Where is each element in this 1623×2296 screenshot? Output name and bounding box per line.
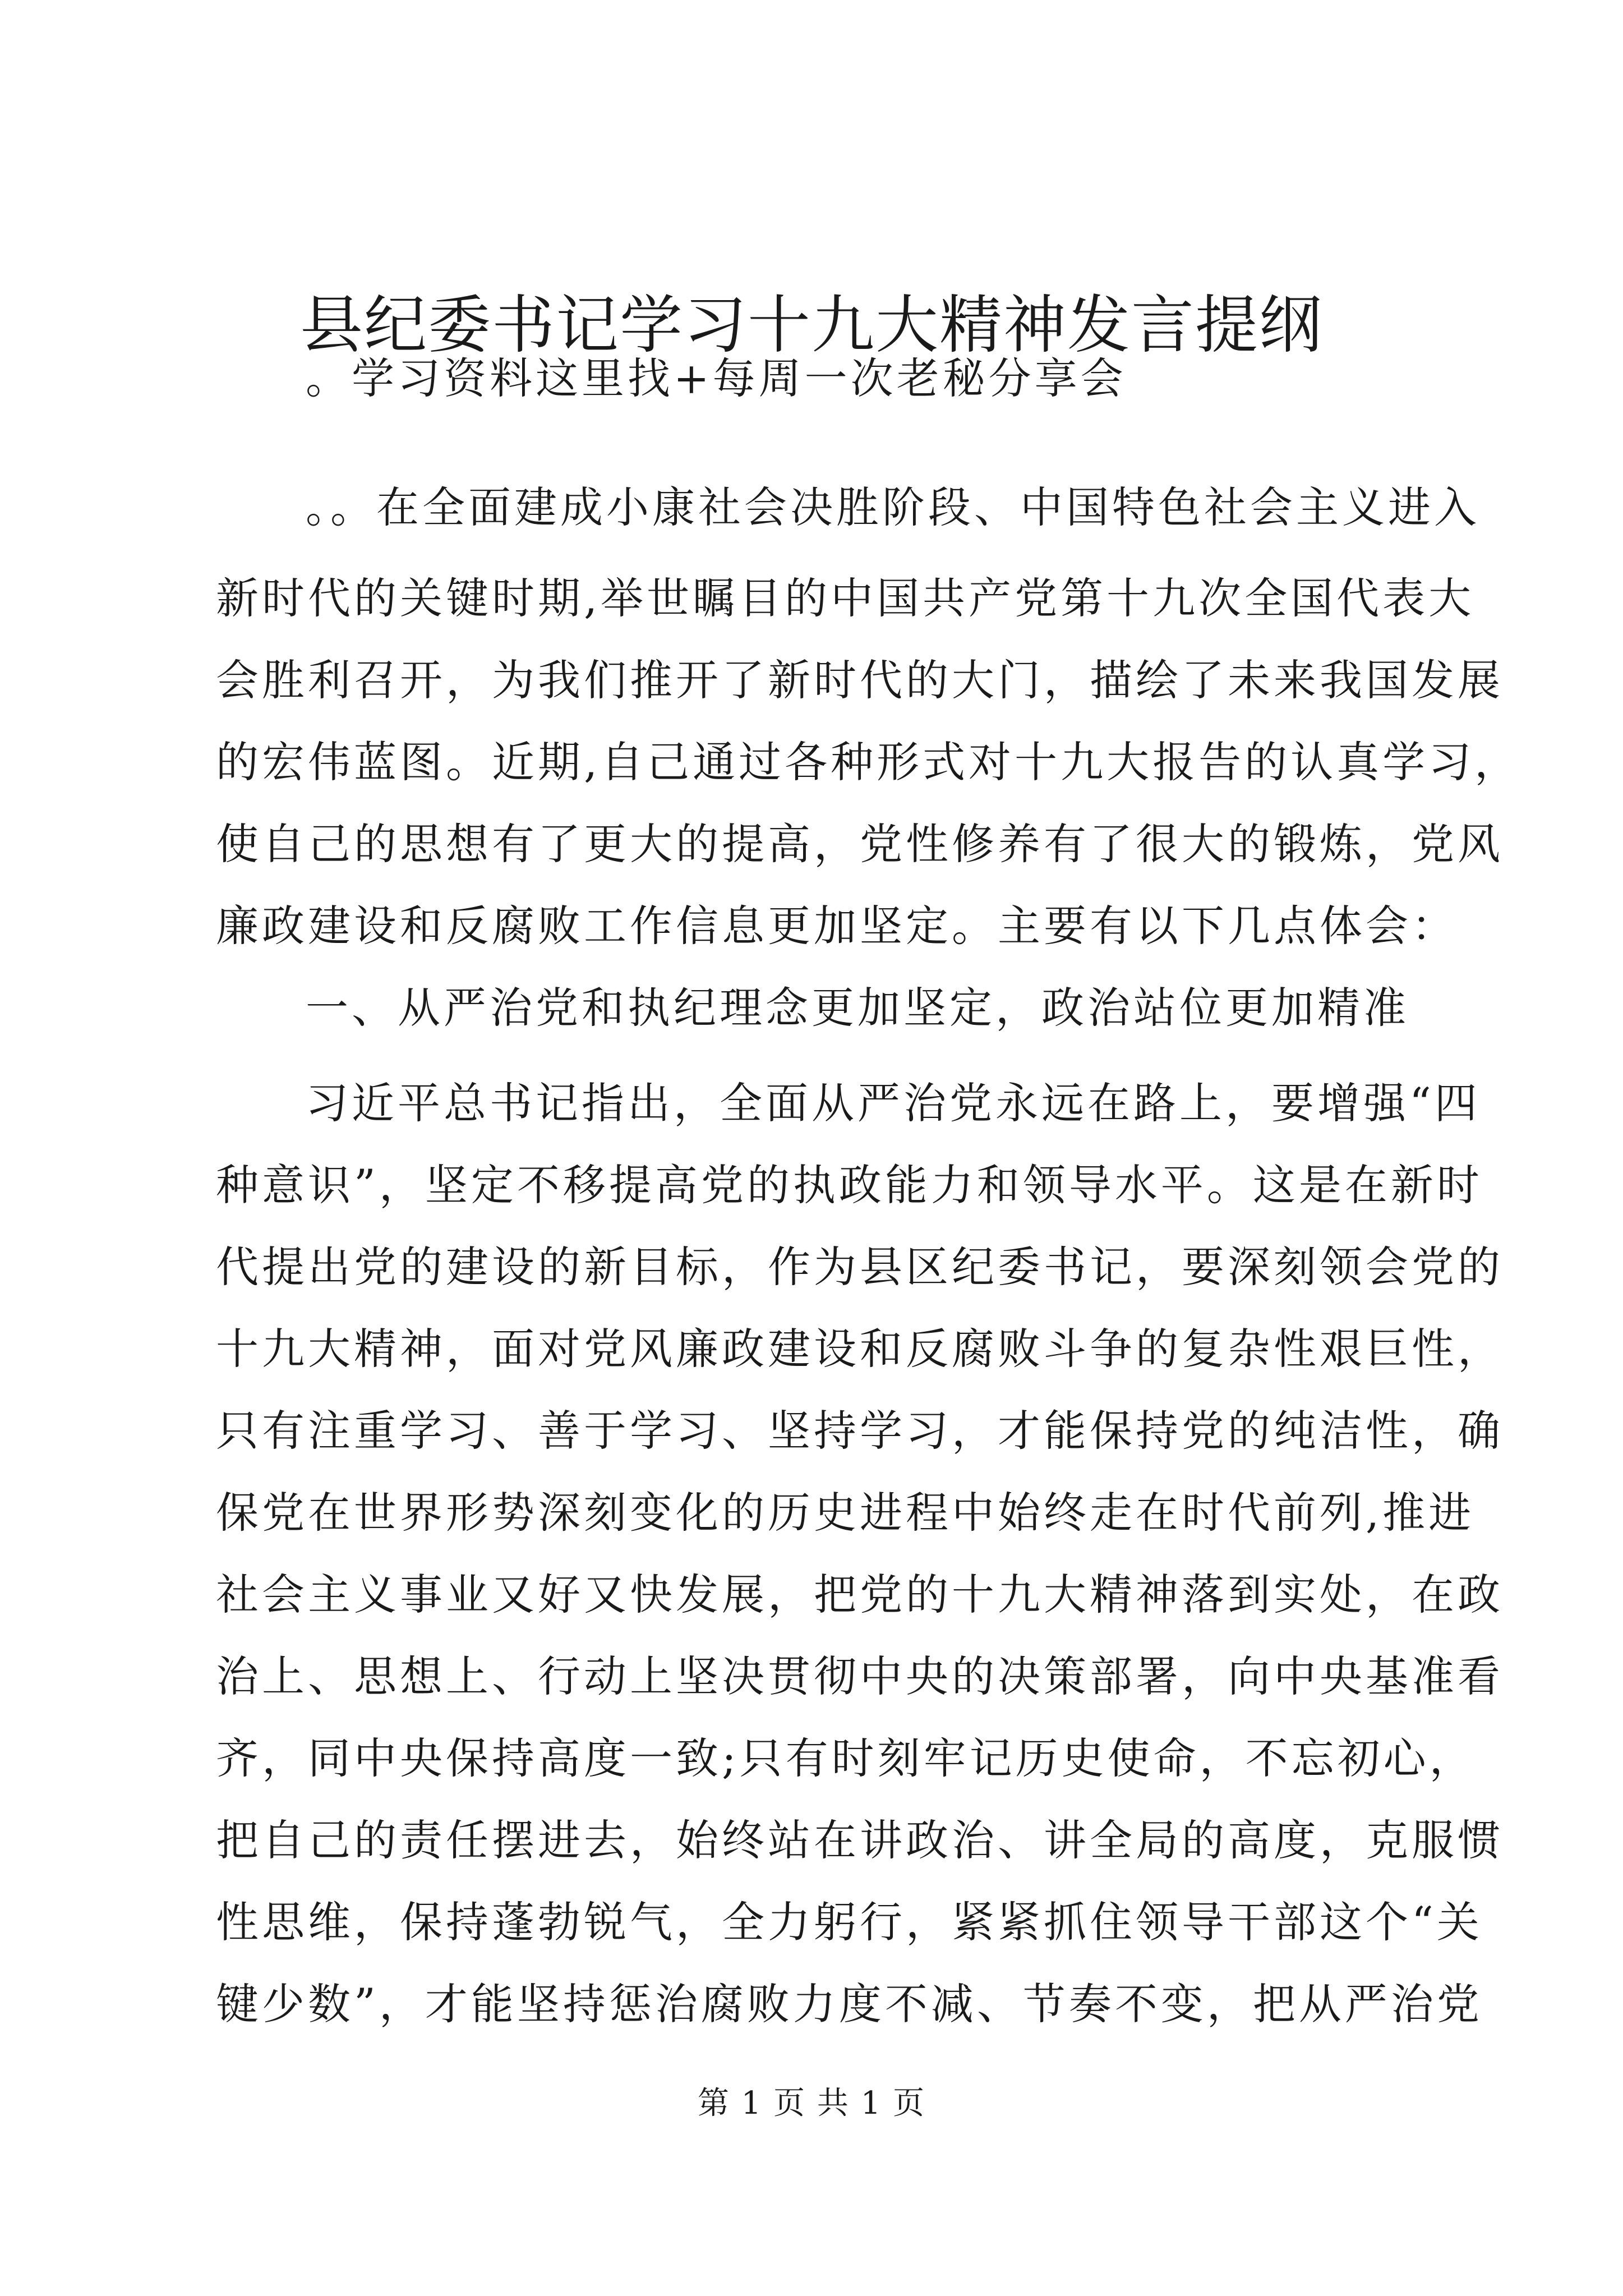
- body-line: 把自己的责任摆进去，始终站在讲政治、讲全局的高度，克服惯: [216, 1815, 1504, 1865]
- body-line: 只有注重学习、善于学习、坚持学习，才能保持党的纯洁性，确: [216, 1406, 1504, 1456]
- body-line: 代提出党的建设的新目标，作为县区纪委书记，要深刻领会党的: [216, 1242, 1504, 1292]
- body-line: 廉政建设和反腐败工作信息更加坚定。主要有以下几点体会：: [216, 901, 1458, 951]
- body-line: 的宏伟蓝图。近期,自己通过各种形式对十九大报告的认真学习，: [216, 737, 1521, 787]
- body-line: 十九大精神，面对党风廉政建设和反腐败斗争的复杂性艰巨性，: [216, 1324, 1504, 1374]
- body-line: 会胜利召开，为我们推开了新时代的大门，描绘了未来我国发展: [216, 655, 1504, 705]
- body-line: 。学习资料这里找+每周一次老秘分享会: [306, 353, 1127, 403]
- body-line: 种意识”，坚定不移提高党的执政能力和领导水平。这是在新时: [216, 1160, 1483, 1210]
- body-line: 社会主义事业又好又快发展，把党的十九大精神落到实处，在政: [216, 1570, 1504, 1619]
- body-line: 齐，同中央保持高度一致;只有时刻牢记历史使命，不忘初心，: [216, 1733, 1476, 1783]
- body-line: 键少数”，才能坚持惩治腐败力度不减、节奏不变，把从严治党: [216, 1979, 1483, 2029]
- body-line: 。。在全面建成小康社会决胜阶段、中国特色社会主义进入: [306, 482, 1480, 532]
- page-footer: 第 1 页 共 1 页: [697, 2085, 926, 2122]
- document-title: 县纪委书记学习十九大精神发言提纲: [300, 289, 1323, 362]
- body-line: 新时代的关键时期,举世瞩目的中国共产党第十九次全国代表大: [216, 573, 1475, 623]
- body-line: 保党在世界形势深刻变化的历史进程中始终走在时代前列,推进: [216, 1488, 1475, 1538]
- body-line: 一、从严治党和执纪理念更加坚定，政治站位更加精准: [306, 983, 1409, 1033]
- body-line: 习近平总书记指出，全面从严治党永远在路上，要增强“四: [306, 1078, 1481, 1128]
- body-line: 性思维，保持蓬勃锐气，全力躬行，紧紧抓住领导干部这个“关: [216, 1897, 1483, 1947]
- body-line: 使自己的思想有了更大的提高，党性修养有了很大的锻炼，党风: [216, 819, 1504, 869]
- body-line: 治上、思想上、行动上坚决贯彻中央的决策部署，向中央基准看: [216, 1651, 1504, 1701]
